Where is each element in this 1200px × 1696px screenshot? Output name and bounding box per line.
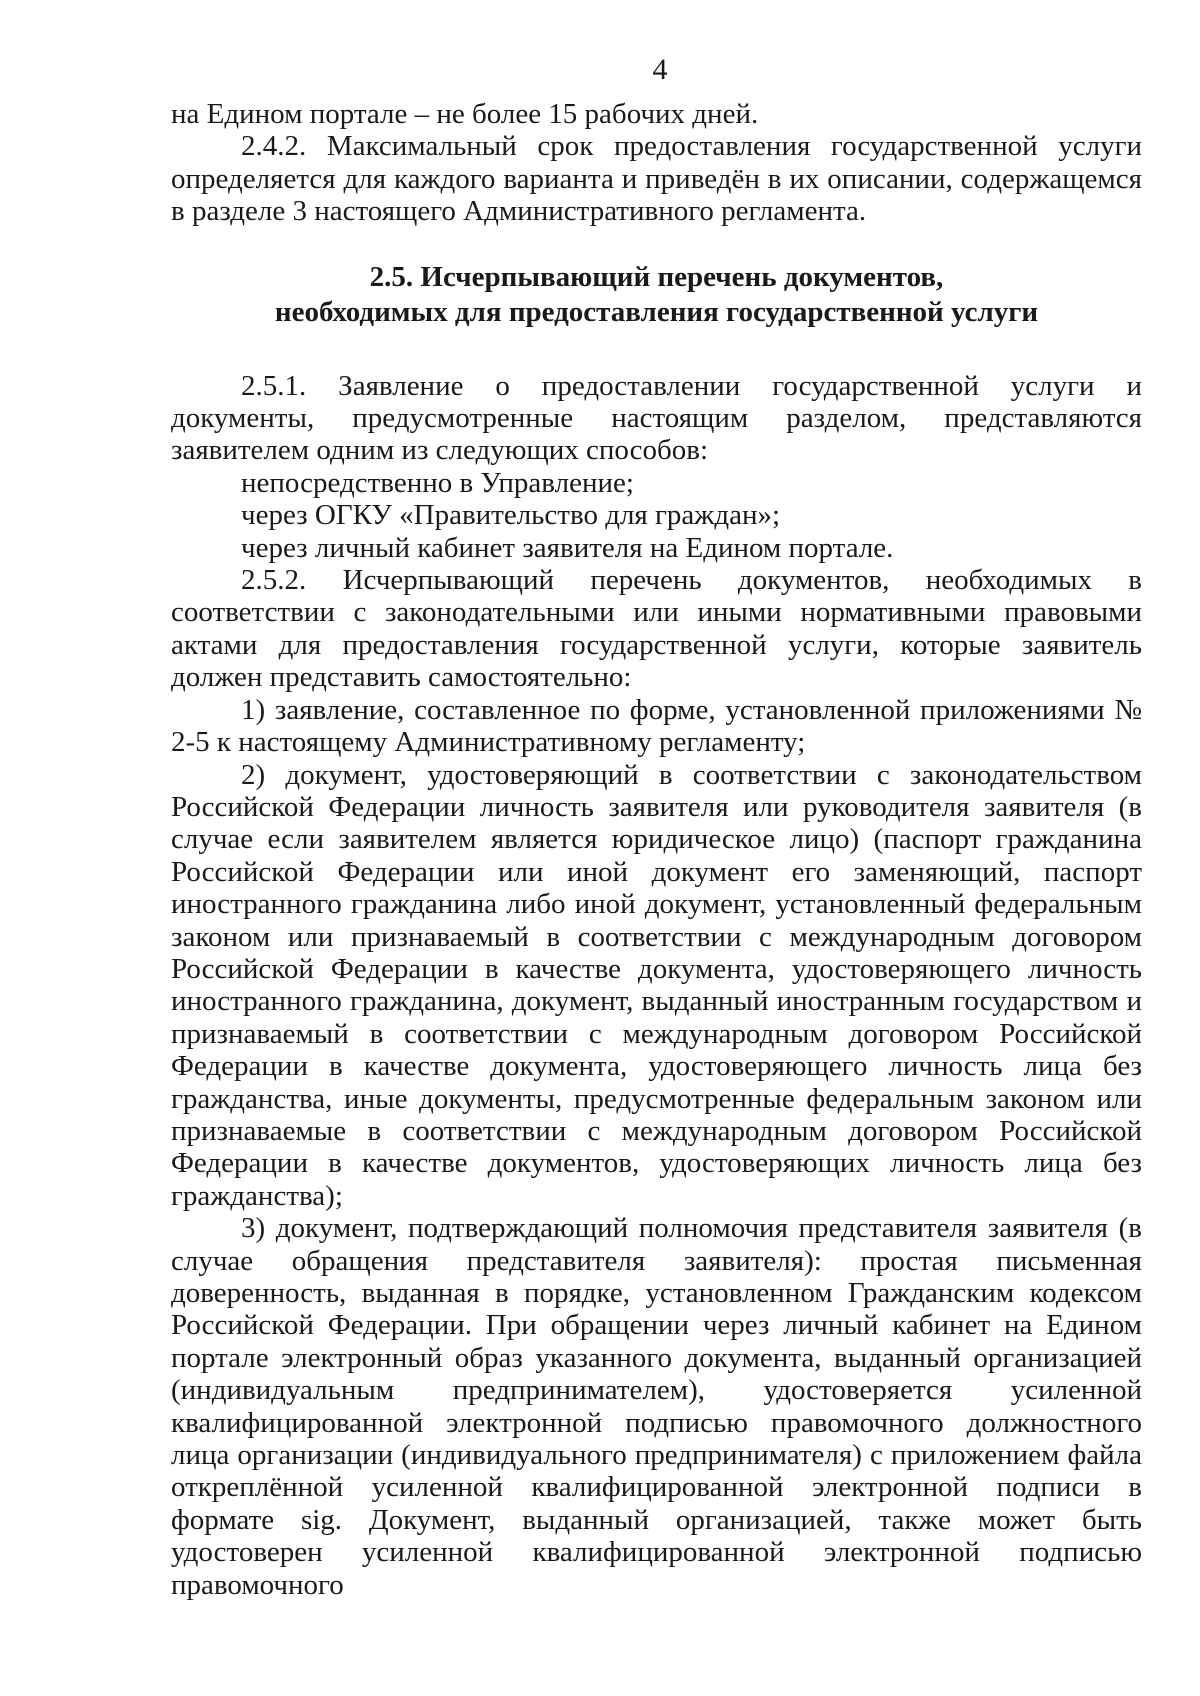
- list-item-method-3: через личный кабинет заявителя на Едином портале.: [241, 531, 894, 564]
- document-body: [171, 98, 1142, 1601]
- paragraph-continuation: на Едином портале – не более 15 рабочих дней.: [171, 98, 759, 130]
- paragraph-2-4-2: 2.4.2. Максимальный срок предоставления государственной услуги определяется для каждого варианта и приведён в их описании, содержащемся в разделе 3 настоящего Административного регламента.: [171, 130, 1142, 228]
- list-item-document-1: 1) заявление, составленное по форме, установленной приложениями № 2-5 к настоящему Административному регламенту;: [171, 693, 1142, 759]
- section-heading-line-2: необходимых для предоставления государственной услуги: [274, 295, 1039, 328]
- section-heading: [171, 260, 1142, 330]
- paragraph-2-5-1: 2.5.1. Заявление о предоставлении государственной услуги и документы, предусмотренные настоящим разделом, представляются заявителем одним из следующих способов:: [171, 369, 1142, 467]
- list-item-document-3: 3) документ, подтверждающий полномочия представителя заявителя (в случае обращения представителя заявителя): простая письменная доверенность, выданная в порядке, установленном Гражданским кодексом Российской Федерации. При обращении через личный кабинет на Едином портале электронный образ указанного документа, выданный организацией (индивидуальным предпринимателем), удостоверяется усиленной квалифицированной электронной подписью правомочного должностного лица организации (индивидуального предпринимателя) с приложением файла откреплённой усиленной квалифицированной электронной подписи в формате sig. Документ, выданный организацией, также может быть удостоверен усиленной квалифицированной электронной подписью правомочного: [171, 1212, 1142, 1601]
- list-item-document-2: 2) документ, удостоверяющий в соответствии с законодательством Российской Федерации личность заявителя или руководителя заявителя (в случае если заявителем является юридическое лицо) (паспорт гражданина Российской Федерации или иной документ его заменяющий, паспорт иностранного гражданина либо иной документ, установленный федеральным законом или признаваемый в соответствии с международным договором Российской Федерации в качестве документа, удостоверяющего личность иностранного гражданина, документ, выданный иностранным государством и признаваемый в соответствии с международным договором Российской Федерации в качестве документа, удостоверяющего личность лица без гражданства, иные документы, предусмотренные федеральным законом или признаваемые в соответствии с международным договором Российской Федерации в качестве документов, удостоверяющих личность лица без гражданства);: [171, 758, 1142, 1212]
- paragraph-2-5-2: 2.5.2. Исчерпывающий перечень документов, необходимых в соответствии с законодательными или иными нормативными правовыми актами для предоставления государственной услуги, которые заявитель должен представить самостоятельно:: [171, 564, 1142, 694]
- list-item-method-1: непосредственно в Управление;: [241, 466, 634, 499]
- section-heading-line-1: 2.5. Исчерпывающий перечень документов,: [369, 260, 944, 293]
- list-item-method-2: через ОГКУ «Правительство для граждан»;: [241, 499, 781, 532]
- page-number: 4: [652, 53, 668, 86]
